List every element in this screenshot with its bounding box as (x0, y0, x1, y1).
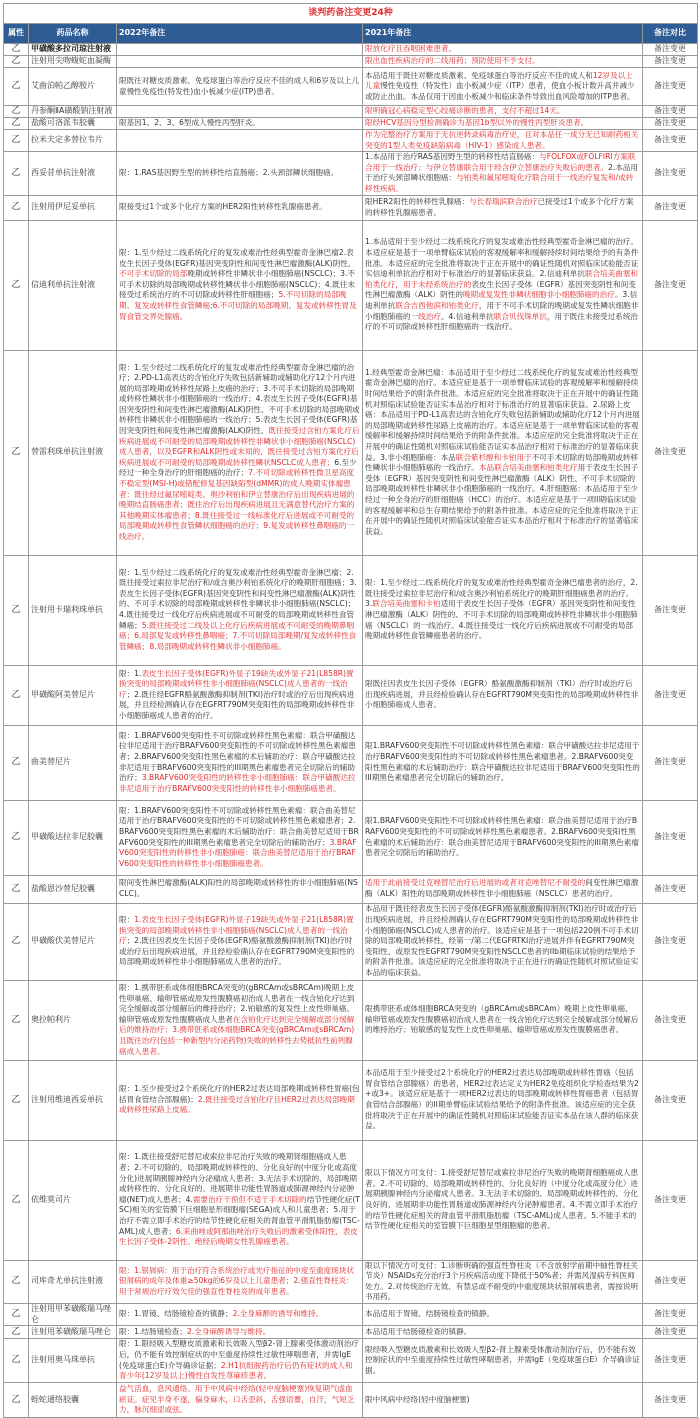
remark-text: ；2.既往经EGFR酪氨酸激酶抑制剂(TKI)治疗时或治疗后出现疾病进展，并且经检测确认存在EGFRT790M突变阳性的局部晚期或转移性非小细胞肺癌成人患者的治疗。 (119, 689, 355, 720)
compare-cell: 备注变更 (643, 1326, 698, 1339)
remark-y2022-cell (117, 555, 363, 665)
table-row (4, 980, 698, 1060)
compare-cell: 备注变更 (643, 152, 698, 195)
remark-y2022-cell (117, 350, 363, 555)
remark-y2021-cell (363, 1260, 643, 1303)
remark-text: 限以下情况方可支付：1.诊断明确的强直性脊柱炎（不含放射学前期中轴性脊柱关节炎）NSAIDs充分治疗3个月疾病活动度下降低于50%者；并需风湿病专科医师处方。2.对传统治疗无效、有禁忌或不耐受的中重度斑块状银屑病患者，需按说明书用药。 (365, 1260, 639, 1302)
drug-name-cell: 拉米夫定多替拉韦片 (29, 130, 117, 152)
remark-text: ，用于不可手术切除的晚期或复发性鳞状细胞非小细胞肺癌的 (365, 300, 639, 321)
remark-text: 间变性淋巴瘤激酶（ALK）阳性的局部晚期或转移性非小细胞肺癌（NSCLC）患者的治疗。 (365, 878, 639, 899)
changed-text: 与FOLFOX或FOLFIRI方案联合用于一线治疗；与伊立替康联合用于经含伊立替康治疗失败后的患者。 (365, 152, 636, 172)
remark-y2021-cell (363, 725, 643, 800)
compare-cell: 备注变更 (643, 68, 698, 106)
table-row (4, 725, 698, 800)
table-row (4, 195, 698, 220)
remark-y2021-cell (363, 56, 643, 68)
compare-cell: 备注变更 (643, 1140, 698, 1260)
remark-text: 限：1.至少经过二线系统化疗的复发或难治性经典型霍奇金淋巴瘤；2.既往接受过索拉非尼治疗和/或含奥沙利铂系统化疗的晚期肝细胞癌；3.表皮生长因子受体(EGFR)基因突变阴性和间变性淋巴瘤激酶(ALK)阴性的、不可手术切除的局部晚期或转移性非鳞状非小细胞肺癌(NSCLC)；4.既往接受过一线化疗后疾病进展或不可耐受的局部晚期或转移性食管鳞癌； (119, 567, 357, 630)
remark-y2021-cell (363, 800, 643, 875)
header-compare: 备注对比 (643, 24, 698, 44)
compare-cell: 备注变更 (643, 106, 698, 118)
remark-text: 2.本品用于治疗头颈部鳞状细胞癌： (365, 162, 639, 183)
changed-text: 联合培美曲塞和铂类化疗，用于未经系统治疗的 (365, 269, 639, 289)
remark-text: 限：1. (119, 668, 142, 678)
remark-y2022-cell (117, 875, 363, 903)
table-row (4, 1339, 698, 1383)
attribute-cell: 乙 (4, 1140, 29, 1260)
changed-text: 2.既往接受过含铂化疗且HER2过表达局部晚期或转移性尿路上皮癌。 (119, 1094, 355, 1115)
remark-y2022-cell (117, 725, 363, 800)
drug-name-cell: 替雷利珠单抗注射液 (29, 350, 117, 555)
remark-text: 本品适用于至少接受过2个系统化疗的HER2过表达局部晚期或转移性胃癌（包括胃食管结合部腺癌）的患者，HER2过表达定义为HER2免疫组织化学检查结果为2+或3+。该适应症是基于一项HER2过表达的局部晚期或转移性胃癌患者（包括胃食管结合部腺癌）的II期单臂临床试验结果给予的附条件批准。该适应症的完全获批将取决于正在开展中的确证性随机对照临床试验能否证实本品在该人群的临床获益。 (365, 1068, 639, 1131)
table-row (4, 56, 698, 68)
remark-y2022-cell (117, 106, 363, 118)
remark-y2022-cell (117, 220, 363, 350)
remark-y2022-cell (117, 1303, 363, 1325)
remark-y2022-cell (117, 1260, 363, 1303)
changed-text: 既往接受过含铂方案化疗后疾病进展或不可耐受的局部晚期或转移性非鳞状非小细胞肺癌(NSCLC)成人患者，以及EGFR和ALK阴性或未知的，既往接受过含铂方案化疗后疾病进展或不可耐受的局部晚期或转移性鳞状NSCLC成人患者； (119, 426, 360, 467)
attribute-cell: 乙 (4, 350, 29, 555)
drug-name-cell: 注射用苯磺酸瑞马唑仑 (29, 1326, 117, 1339)
changed-text: 需要治疗干预但不适于手术切除的 (192, 1194, 307, 1204)
changed-text: 益气活血，息风通络。用于中风病中经络(轻中度脑梗塞)恢复期气虚血瘀证。症见半身不遂，偏身麻木，口舌歪斜，舌强语謇，自汗，气短乏力，脉沉细涩或弦。 (119, 1384, 355, 1415)
attribute-cell: 乙 (4, 1383, 29, 1418)
table-row (4, 1383, 698, 1418)
table-row (4, 350, 698, 555)
header-name: 药品名称 (29, 24, 117, 44)
remark-text: 限既往对糖皮质激素、免疫球蛋白等治疗反应不佳的成人和6岁及以上儿童慢性免疫性(特发性)血小板减少症(ITP)患者。 (119, 75, 360, 96)
changed-text: 1.表皮生长因子受体(EGFR)外显子19缺失或外显子21(L858R)置换突变的局部晚期或转移性非小细胞肺癌(NSCLC)成人患者的一线治疗 (119, 915, 354, 946)
remark-text: 限既往因表皮生长因子受体（EGFR）酪氨酸激酶抑制剂（TKI）治疗时或治疗后出现疾病进展，并且经检验确认存在EGFRT790M突变阳性的局部晚期或转移性非小细胞肺癌成人患者。 (365, 679, 639, 710)
remark-y2021-cell (363, 220, 643, 350)
table-row (4, 106, 698, 118)
changed-text: 2.H1抗组胺药治疗后仍有症状的成人和青少年(12岁及以上)慢性自发性荨麻疹患者。 (119, 1360, 353, 1381)
changed-text: 一线治疗 (410, 311, 441, 321)
remark-y2021-cell (363, 903, 643, 980)
changed-text: 与铂类和氟尿嘧啶化疗联合用于一线治疗复发和/或转移性疾病。 (365, 173, 634, 193)
drug-remark-table-container (3, 3, 697, 1418)
changed-text: 限经HCV基因分型检测确诊为基因1b型以外的慢性丙型肝炎患者。 (365, 118, 589, 128)
attribute-cell: 乙 (4, 800, 29, 875)
remark-y2022-cell (117, 1383, 363, 1418)
remark-y2022-cell (117, 1339, 363, 1383)
attribute-cell: 乙 (4, 903, 29, 980)
table-title: 谈判药备注变更24种 (4, 4, 698, 24)
compare-cell: 备注变更 (643, 1060, 698, 1140)
remark-text: 本品适用于结肠镜检查的镇静。 (365, 1326, 472, 1336)
compare-cell: 备注变更 (643, 875, 698, 903)
header-2022: 2022年备注 (117, 24, 363, 44)
changed-text: 联合紫杉醇和卡铂用于 (455, 452, 532, 462)
table-row (4, 800, 698, 875)
attribute-cell: 乙 (4, 106, 29, 118)
remark-text: 限经吸入型糖皮质激素和长效吸入型β2-肾上腺素受体激动剂治疗后，仍不能有效控制症状的中至重度持续性过敏性哮喘患者，并需IgE（免疫球蛋白E）介导确诊证据。 (365, 1344, 640, 1375)
changed-text: 2.全身麻醉的诱导和维持。 (232, 1309, 324, 1319)
table-row (4, 903, 698, 980)
remark-text: ；2.既往因表皮生长因子受体(EGFR)酪氨酸激酶抑制剂(TKI)治疗时或治疗后出现疾病进展，并且经检验确认存在EGFRT790M突变阳性的局部晚期或转移性非小细胞肺癌成人患者的治疗。 (119, 936, 355, 967)
drug-name-cell: 依维莫司片 (29, 1140, 117, 1260)
changed-text: 限明确冠心病稳定型心绞痛诊断的患者，支付不超过14天。 (365, 106, 565, 116)
remark-y2021-cell (363, 1060, 643, 1140)
remark-y2021-cell (363, 1383, 643, 1418)
attribute-cell: 乙 (4, 1339, 29, 1383)
compare-cell: 备注变更 (643, 220, 698, 350)
remark-y2021-cell (363, 118, 643, 130)
changed-text: 3.BRAFV600突变阳性的转移性非小细胞肺癌：联合甲磺酸达拉非尼适用于治疗BRAFV600突变阳性的转移性非小细胞肺癌患者。 (119, 773, 356, 793)
compare-cell: 备注变更 (643, 903, 698, 980)
attribute-cell: 乙 (4, 152, 29, 195)
remark-text: 限基因1、2、3、6型成人慢性丙型肝炎。 (119, 118, 260, 128)
remark-text: 限HER2阳性的转移性乳腺癌： (365, 196, 470, 206)
attribute-cell: 乙 (4, 875, 29, 903)
remark-y2021-cell (363, 152, 643, 195)
compare-cell: 备注变更 (643, 800, 698, 875)
drug-name-cell: 曲美替尼片 (29, 725, 117, 800)
drug-name-cell: 甲磺酸伏美替尼片 (29, 903, 117, 980)
attribute-cell: 乙 (4, 980, 29, 1060)
compare-cell: 备注变更 (643, 130, 698, 152)
remark-text: 限：1.至少经过二线系统化疗的复发或难治性经典型霍奇金淋巴瘤的治疗；2.PD-L1高表达的含铂化疗失败包括新辅助或辅助化疗12个月内进展的局部晚期或转移性尿路上皮癌的治疗；3.不可手术切除的局部晚期或转移性鳞状非小细胞肺癌的一线治疗；4.表皮生长因子受体(EGFR)基因突变阴性和间变性淋巴瘤激酶(ALK)阴性、不可手术切除的局部晚期或转移性非鳞状非小细胞肺癌的一线治疗；5.表皮生长因子受体(EGFR)基因突变阴性和间变性淋巴瘤激酶(ALK)阴性、 (119, 362, 360, 436)
attribute-cell: 乙 (4, 68, 29, 106)
remark-y2022-cell (117, 903, 363, 980)
remark-text: 限1.BRAFV600突变阳性不可切除或转移性黑色素瘤：联合曲美替尼适用于治疗BRAFV600突变阳性的不可切除或转移性黑色素瘤患者。2.BRAFV600突变阳性黑色素瘤的术后辅助治疗：联合曲美替尼适用于BRAFV600突变阳性的III期黑色素瘤患者完全切除后的辅助治疗。 (365, 816, 639, 858)
changed-text: 3.BRAFV600突变阳性的转移性非小细胞肺癌：联合曲美替尼适用于治疗BRAFV600突变阳性的转移性非小细胞肺癌患者。 (119, 837, 357, 868)
remark-y2022-cell (117, 1326, 363, 1339)
remark-y2021-cell (363, 106, 643, 118)
remark-y2021-cell (363, 68, 643, 106)
table-row (4, 1060, 698, 1140)
changed-text: 联合吉西他滨和铂类化疗 (395, 300, 479, 310)
remark-y2021-cell (363, 555, 643, 665)
remark-text: 。4.信迪利单抗 (440, 311, 494, 321)
changed-text: 5.既往接受过二线及以上化疗后疾病进展或不可耐受的晚期鼻咽癌；6.局部复发或转移性鼻咽癌；7.不可切除局部晚期/复发或转移性食管鳞癌；8.局部晚期或转移性鳞状非小细胞肺癌。 (119, 620, 357, 651)
remark-text: 限：1.既往接受舒尼替尼或索拉非尼治疗失败的晚期肾细胞癌成人患者；2.不可切除的、局部晚期或转移性的、分化良好的(中度分化或高度分化)进展期胰腺神经内分泌瘤成人患者；3.无法手术切除的、局部晚期或转移性的、分化良好的、进展期非功能性胃肠道或肺源神经内分泌肿瘤(NET)成人患者；4. (119, 1152, 358, 1204)
drug-name-cell: 甲磺酸达拉非尼胶囊 (29, 800, 117, 875)
remark-text: 晚期或转移性非鳞状非小细胞肺癌(NSCLC)；3.不可手术切除的局部晚期或转移性鳞状非小细胞肺癌(NSCLC)；4.既往未接受过系统治疗的不可切除或转移性肝细胞癌； (119, 269, 355, 300)
changed-text: 联合培美曲塞和卡铂 (372, 599, 441, 609)
remark-text: 限以下情况方可支付：1.接受舒尼替尼或索拉非尼治疗失败的晚期肾细胞癌成人患者。2.不可切除的、局部晚期或转移性的、分化良好的（中度分化或高度分化）进展期胰腺神经内分泌瘤成人患者。3.无法手术切除的、局部晚期或转移性的、分化良好的、进展期非功能性胃肠道或肺源神经内分泌肿瘤患者。4.不需立即手术治疗的结节性硬化症相关的肾血管平滑肌脂肪瘤（TSC-AML)成人患者。5.不能手术的结节性硬化症相关的室管膜下巨细胞星型细胞瘤的患者。 (365, 1168, 639, 1231)
remark-text: 6.至少经过一种全身治疗的肝细胞癌的治疗； (119, 457, 357, 478)
table-row (4, 1140, 698, 1260)
changed-text: 限出血性疾病治疗的二线用药；预防使用不予支付。 (365, 56, 540, 66)
compare-cell: 备注变更 (643, 1383, 698, 1418)
changed-text: 本品联合培美曲塞和铂类化疗 (478, 463, 578, 473)
remark-y2021-cell (363, 1326, 643, 1339)
remark-y2022-cell (117, 44, 363, 56)
changed-text: 限：1.银屑病：用于治疗符合系统治疗或光疗指征的中度至重度斑块状银屑病的成年及体重≥50kg的6岁及以上儿童患者；2.强直性脊柱炎：用于常规治疗疗效欠佳的强直性脊柱炎的成年患者。 (119, 1265, 355, 1297)
remark-y2021-cell (363, 1339, 643, 1383)
remark-y2022-cell (117, 1140, 363, 1260)
table-row (4, 1260, 698, 1303)
changed-text: 晚期或复发性非鳞状细胞非小细胞肺癌的治疗 (462, 290, 615, 300)
remark-text: 限：1.至少经过二线系统化疗的复发或难治性经典型霍奇金淋巴瘤2.表皮生长因子受体(EGFR)基因突变阴性和间变性淋巴瘤激酶(ALK)阴性、 (119, 247, 356, 268)
attribute-cell: 乙 (4, 555, 29, 665)
remark-y2021-cell (363, 350, 643, 555)
table-body (4, 44, 698, 1418)
compare-cell: 备注变更 (643, 555, 698, 665)
drug-name-cell: 注射用伊尼妥单抗 (29, 195, 117, 220)
remark-text: 1.经典型霍奇金淋巴瘤：本品适用于至少经过二线系统化疗的复发或难治性经典型霍奇金淋巴瘤的治疗。本适应症是基于一项单臂临床试验的客观缓解率和缓解持续时间结果给予的附条件批准。本适应症的完全批准将取决于正在开展中的确证性随机对照临床试验能否证实本品治疗相对于标准治疗的显著临床获益。2.尿路上皮癌：本品适用于PD-L1高表达的含铂化疗失败包括新辅助或辅助化疗12个月内进展的局部晚期或转移性尿路上皮癌的治疗。本适应症是基于一项单臂临床试验的客观缓解率和缓解持续时间结果给予的附条件批准。本适应症的完全批准将取决于正在开展中的确证性随机对照临床试验能否证实本品治疗相对于标准治疗的显著临床获益。3.非小细胞肺癌：本品 (365, 367, 640, 462)
remark-y2022-cell (117, 195, 363, 220)
compare-cell: 备注变更 (643, 665, 698, 725)
remark-text: 1.本品适用于至少经过二线系统化疗的复发或难治性经典型霍奇金淋巴瘤的治疗。本适应症是基于一项单臂临床试验的客观缓解率和缓解持续时间结果给予的有条件批准。本适应症的完全批准将取决于正在开展中的确证性随机对照临床试验能否证实信迪利单抗治疗相对于标准治疗的显著临床获益。2.信迪利单抗 (365, 237, 639, 279)
remark-text: 。3.信迪利单抗 (365, 290, 638, 310)
header-attr: 属性 (4, 24, 29, 44)
attribute-cell: 乙 (4, 1260, 29, 1303)
drug-remark-table (3, 3, 698, 1418)
table-row (4, 118, 698, 130)
attribute-cell: 乙 (4, 1326, 29, 1339)
drug-name-cell: 甲磺酸阿美替尼片 (29, 665, 117, 725)
changed-text: 限放化疗且吞咽困难患者。 (365, 44, 457, 54)
table-row (4, 875, 698, 903)
attribute-cell: 乙 (4, 118, 29, 130)
remark-text: 限间变性淋巴瘤激酶(ALK)阳性的局部晚期或转移性的非小细胞肺癌(NSCLC)。 (119, 878, 358, 899)
remark-text: 限：1.至少经过二线系统化疗的复发或难治性经典型霍奇金淋巴瘤患者的治疗，2.既往接受过索拉非尼治疗和/或含奥沙利铂系统化疗的晚期肝细胞癌患者的治疗。3. (365, 578, 638, 609)
attribute-cell: 乙 (4, 725, 29, 800)
compare-cell: 备注变更 (643, 350, 698, 555)
changed-text: 作为完整治疗方案用于无抗逆转录病毒治疗史，且对本品任一成分无已知耐药相关突变的1型人类免疫缺陷病毒（HIV-1）感染成人患者。 (365, 130, 639, 150)
drug-name-cell: 注射用甲苯磺酸瑞马唑仑 (29, 1303, 117, 1325)
remark-y2021-cell (363, 980, 643, 1060)
drug-name-cell: 注射用尖吻蝮蛇血凝酶 (29, 56, 117, 68)
remark-text: 适用于表皮生长因子受体（EGFR）基因突变阴性和间变性淋巴瘤激酶（ALK）阴性的、不可手术切除的局部晚期或转移性非鳞状非小细胞肺癌（NSCLC）的一线治疗。4.既往接受过一线化疗后疾病进展或不可耐受的局部晚期或转移性食管鳞癌患者的治疗。 (365, 599, 638, 641)
remark-text: 本品适用于胃镜、结肠镜检查的镇静。 (365, 1309, 495, 1319)
changed-text: 联合贝伐珠单抗 (493, 311, 547, 321)
compare-cell: 备注变更 (643, 725, 698, 800)
compare-cell: 备注变更 (643, 118, 698, 130)
remark-text: 限：1.限经吸入型糖皮质激素和长效吸入型β2-肾上腺素受体激动剂治疗后，仍不能有效控制症状的中至重度持续性过敏性哮喘患者，并需IgE(免疫球蛋白E)介导确诊证据； (119, 1339, 359, 1370)
table-row (4, 220, 698, 350)
remark-text: 限：1.胃镜、结肠镜检查的镇静； (119, 1309, 233, 1319)
compare-cell: 备注变更 (643, 1303, 698, 1325)
remark-text: 限接受过1个或多个化疗方案的HER2阳性转移性乳腺癌患者。 (119, 202, 327, 212)
changed-text: 适用于此前接受过克唑替尼治疗后进展的或者对克唑替尼不耐受的 (365, 878, 586, 888)
remark-text: 用于表皮生长因子受体（EGFR）基因突变阴性和间变性淋巴瘤激酶（ALK）阴性、不可手术切除的局部晚期或转移性非鳞状非小细胞肺癌的一线治疗。4.肝细胞癌：本品适用于至少经过一种全身治疗的肝细胞癌（HCC）的治疗。本适应症是基于一项II期临床试验的客观缓解率和总生存期结果给予的附条件批准。本适应症的完全批准将取决于正在开展中的确证性随机对照临床试验能否证实本品治疗相对于标准治疗的显著临床获益。 (365, 463, 639, 536)
drug-name-cell: 盐酸恩沙替尼胶囊 (29, 875, 117, 903)
drug-name-cell: 丹参酮ⅡA磺酸钠注射液 (29, 106, 117, 118)
attribute-cell: 乙 (4, 1303, 29, 1325)
attribute-cell: 乙 (4, 195, 29, 220)
drug-name-cell: 注射用卡瑞利珠单抗 (29, 555, 117, 665)
table-row (4, 68, 698, 106)
remark-y2022-cell (117, 152, 363, 195)
changed-text: 6.来曲唑或阿那曲唑治疗失败后的激素受体阳性、表皮生长因子受体-2阴性、绝经后晚期女性乳腺癌患者。 (119, 1226, 358, 1247)
remark-y2022-cell (117, 1060, 363, 1140)
remark-text: 限：1.BRAFV600突变阳性不可切除或转移性黑色素瘤：联合曲美替尼适用于治疗BRAFV600突变阳性的不可切除或转移性黑色素瘤患者；2.BRAFV600突变阳性黑色素瘤的术后辅助治疗：联合曲美替尼适用于BRAFV600突变阳性的III期黑色素瘤患者完全切除后的辅助治疗； (119, 805, 359, 847)
header-2021: 2021年备注 (363, 24, 643, 44)
drug-name-cell: 信迪利单抗注射液 (29, 220, 117, 350)
drug-name-cell: 盐酸可洛派韦胶囊 (29, 118, 117, 130)
compare-cell: 备注变更 (643, 44, 698, 56)
attribute-cell: 乙 (4, 665, 29, 725)
compare-cell: 备注变更 (643, 1339, 698, 1383)
remark-text: 限：1.至少接受过2个系统化疗的HER2过表达局部晚期或转移性胃癌(包括胃食管结合部腺癌)； (119, 1084, 360, 1104)
compare-cell: 备注变更 (643, 56, 698, 68)
changed-text: 5.不可切除的局部晚期、复发或转移性食管鳞癌;6.不可切除的局部晚期、复发或转移性胃及胃食管交界处腺癌。 (119, 290, 357, 321)
drug-name-cell: 奥拉帕利片 (29, 980, 117, 1060)
compare-cell: 备注变更 (643, 980, 698, 1060)
table-row (4, 1326, 698, 1339)
remark-y2022-cell (117, 56, 363, 68)
remark-y2022-cell (117, 665, 363, 725)
remark-text: 限：1.携带胚系或体细胞BRCA突变的(gBRCAm或sBRCAm)晚期上皮性卵巢癌、输卵管癌或原发性腹膜癌初治成人患者在一线含铂化疗达到完全缓解或部分缓解后的维持治疗；2.铂敏感的复发性上皮性卵巢癌、输卵管癌或原发性腹膜癌成人患者 (119, 982, 355, 1024)
remark-text: 限1.BRAFV600突变阳性不可切除或转移性黑色素瘤：联合甲磺酸达拉非尼适用于治疗BRAFV600突变阳性的不可切除或转移性黑色素瘤患者。2.BRAFV600突变阳性黑色素瘤的术后辅助治疗：联合甲磺酸达拉非尼适用于BRAFV600突变阳性的III期黑色素瘤患者完全切除后的辅助治疗。 (365, 741, 640, 783)
remark-y2022-cell (117, 68, 363, 106)
table-row (4, 555, 698, 665)
remark-text: 已接受过1个或多个化疗方案的转移性乳腺癌患者。 (365, 196, 634, 217)
attribute-cell: 乙 (4, 220, 29, 350)
remark-y2021-cell (363, 44, 643, 56)
drug-name-cell: 蛭蛇通络胶囊 (29, 1383, 117, 1418)
remark-y2022-cell (117, 130, 363, 152)
table-row (4, 44, 698, 56)
attribute-cell: 乙 (4, 56, 29, 68)
remark-y2021-cell (363, 1303, 643, 1325)
changed-text: 2.全身麻醉诱导与维持。 (187, 1326, 271, 1336)
remark-y2021-cell (363, 195, 643, 220)
attribute-cell: 乙 (4, 1060, 29, 1140)
remark-text: 限：1.BRAFV600突变阳性不可切除或转移性黑色素瘤：联合甲磺酸达拉非尼适用于治疗BRAFV600突变阳性的不可切除或转移性黑色素瘤患者；2.BRAFV600突变阳性黑色素瘤的术后辅助治疗：联合甲磺酸达拉非尼适用于BRAFV600突变阳性的III期黑色素瘤患者完全切除后的辅助治疗； (119, 730, 356, 783)
changed-text: 12岁及以上儿童 (365, 70, 633, 91)
drug-name-cell: 艾曲泊帕乙醇胺片 (29, 68, 117, 106)
remark-text: 限： (119, 915, 135, 925)
attribute-cell: 乙 (4, 130, 29, 152)
remark-y2022-cell (117, 800, 363, 875)
remark-text: 结节性硬化症(TSC)相关的室管膜下巨细胞星形细胞瘤(SEGA)成人和儿童患者；5.用于治疗不需立即手术治疗的结节性硬化症相关的肾血管平滑肌脂肪瘤(TSC-AML)成人患者； (119, 1194, 360, 1236)
remark-text: 本品用于既往经表皮生长因子受体(EGFR)酪氨酸激酶抑制剂(TKI)治疗时或治疗后出现疾病进展，并且经检测确认存在EGFRT790M突变阳性的局部晚期或转移性非小细胞肺癌(NSCLC)成人患者的治疗。该适应症是基于一项包括220例不可手术切除的局部晚期或转移性、经第一/第二代EGFRTKI治疗进展并伴有EGFRT790M突变阳性、或原发性EGFRT790M突变阳性NSCLC患者的IIb期临床试验的结果给予的附条件批准。该适应症的完全批准将取决于正在进行的确证性随机对照试验证实本品的临床获益。 (365, 904, 639, 978)
remark-y2022-cell (117, 118, 363, 130)
remark-text: 本品适用于既往对糖皮质激素、免疫球蛋白等治疗反应不佳的成人和 (365, 70, 593, 80)
remark-text: 表皮生长因子受体（EGFR）基因突变阴性和间变性淋巴瘤激酶（ALK）阴性的 (365, 279, 636, 300)
remark-y2021-cell (363, 875, 643, 903)
changed-text: 在含铂化疗达到完全缓解或部分缓解后的维持治疗；3.携带胚系或体细胞BRCA突变(gBRCAm或sBRCAm)且既往治疗(包括一种新型内分泌药物)失败的转移性去势抵抗性前列腺癌成人患者。 (119, 1014, 355, 1056)
remark-y2021-cell (363, 1140, 643, 1260)
table-row (4, 665, 698, 725)
remark-y2021-cell (363, 130, 643, 152)
drug-name-cell: 注射用维迪西妥单抗 (29, 1060, 117, 1140)
compare-cell: 备注变更 (643, 195, 698, 220)
table-row (4, 152, 698, 195)
changed-text: 不可手术切除的局部 (119, 269, 188, 279)
remark-text: 1.本品用于治疗RAS基因野生型的转移性结直肠癌： (365, 152, 540, 162)
drug-name-cell: 司库奇尤单抗注射液 (29, 1260, 117, 1303)
remark-text: 限：1.RAS基因野生型的转移性结直肠癌；2.头颈部鳞状细胞癌。 (119, 168, 339, 178)
compare-cell: 备注变更 (643, 1260, 698, 1303)
drug-name-cell: 注射用奥马珠单抗 (29, 1339, 117, 1383)
remark-text: 不可手术切除的局部晚期或转移性鳞状非小细胞肺癌的一线治疗。 (365, 452, 639, 473)
attribute-cell: 乙 (4, 44, 29, 56)
remark-y2022-cell (117, 980, 363, 1060)
changed-text: 7.不可切除或转移性微卫星高度不稳定型(MSI-H)或错配修复基因缺陷型(dMMR)的成人晚期实体瘤患者：既往经过氟尿嘧啶类、奥沙利铂和伊立替康治疗后出现疾病进展的晚期结直肠癌患者；既往治疗后出现疾病进展且无满意替代治疗方案的其他晚期实体瘤患者；8.既往接受过一线标准化疗后进展或不可耐受的局部晚期或转移性食管鳞状细胞癌的治疗；9.复发或转移性鼻咽癌的一线治疗。 (119, 468, 355, 542)
drug-name-cell: 西妥昔单抗注射液 (29, 152, 117, 195)
remark-text: ，用于既往未接受过系统治疗的不可切除或转移性肝细胞癌的一线治疗。 (365, 311, 639, 332)
table-row (4, 1303, 698, 1325)
table-row (4, 130, 698, 152)
remark-text: 慢性免疫性（特发性）血小板减少症（ITP）患者，使血小板计数升高并减少或防止出血。本品仅用于因血小板减少和临床条件导致出血风险增加的ITP患者。 (365, 81, 635, 101)
remark-text: 限：1.结肠镜检查； (119, 1326, 187, 1336)
changed-text: 表皮生长因子受体(EGFR)外显子19缺失或外显子21(L858R)置换突变的局部晚期或转移性非小细胞肺癌(NSCLC)成人患者的一线治疗 (119, 668, 354, 699)
remark-y2021-cell (363, 665, 643, 725)
drug-name-cell: 甲磺酸多拉司琼注射液 (29, 44, 117, 56)
changed-text: 与长春瑞滨联合治疗 (469, 196, 538, 206)
remark-text: 限携带胚系或体细胞BRCA突变的（gBRCAm或sBRCAm）晚期上皮性卵巢癌、输卵管癌或原发性腹膜癌初治成人患者在一线含铂化疗达到完全缓解或部分缓解后的维持治疗；铂敏感的复发性上皮性卵巢癌、输卵管癌或原发性腹膜癌患者。 (365, 1004, 639, 1035)
remark-text: 限中风病中经络(轻中度脑梗塞) (365, 1394, 470, 1404)
